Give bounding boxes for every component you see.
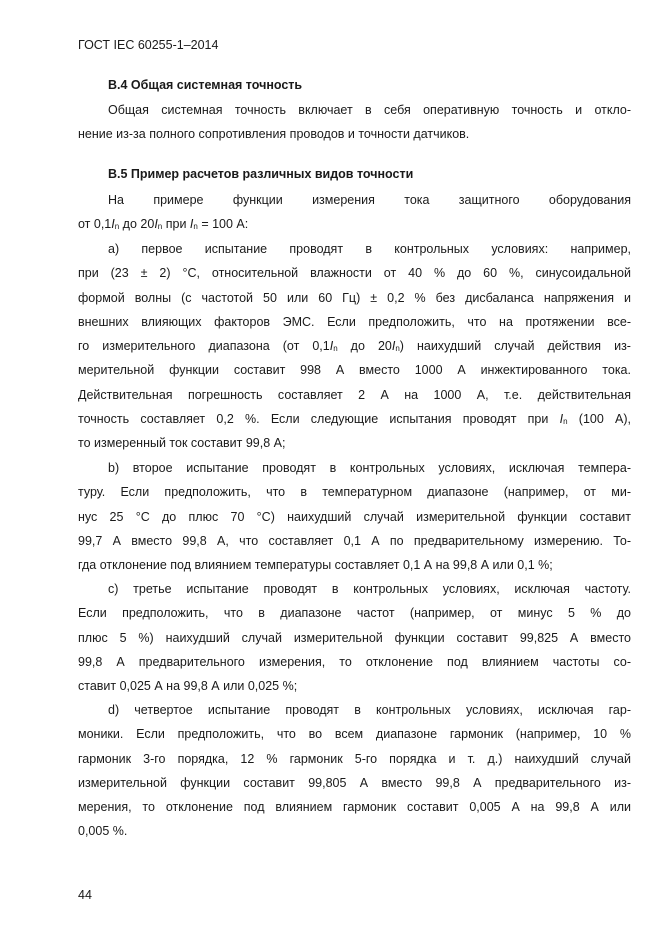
text-line: 99,7 А вместо 99,8 А, что составляет 0,1 А по предварительному измерению. То-	[78, 533, 631, 548]
text-line: формой волны (с частотой 50 или 60 Гц) ± 0,2 % без дисбаланса напряжения и	[78, 290, 631, 305]
text-line: при (23 ± 2) °С, относительной влажности от 40 % до 60 %, синусоидальной	[78, 266, 631, 281]
text-line: 99,8 А предварительного измерения, то отклонение под влиянием частоты со-	[78, 654, 631, 669]
item-d-paragraph	[78, 698, 631, 844]
text-line: туру. Если предположить, что в температурном диапазоне (например, от ми-	[78, 485, 631, 500]
section-b4-text	[78, 98, 631, 147]
text-line: На примере функции измерения тока защитного оборудования	[108, 193, 631, 207]
text-line: нус 25 °С до плюс 70 °С) наихудший случай измерительной функции составит	[78, 509, 631, 524]
text-line: мерительной функции составит 998 А вместо 1000 А инжектированного тока.	[78, 363, 631, 378]
text-line: а) первое испытание проводят в контрольных условиях: например,	[108, 242, 631, 256]
text-line: Действительная погрешность составляет 2 А на 1000 А, т.е. действительная	[78, 387, 631, 402]
text-line: мерения, то отклонение под влиянием гармоник составит 0,005 А на 99,8 А или	[78, 800, 631, 815]
page-number: 44	[78, 888, 92, 902]
text-line: нение из-за полного сопротивления проводов и точности датчиков.	[78, 127, 470, 142]
item-c-paragraph	[78, 577, 631, 698]
text-line: Общая системная точность включает в себя оперативную точность и откло-	[108, 103, 631, 117]
text-line: моники. Если предположить, что во всем диапазоне гармоник (например, 10 %	[78, 727, 631, 742]
text-line: 0,005 %.	[78, 824, 128, 839]
section-b5-intro	[78, 188, 631, 237]
text-line: точность составляет 0,2 %. Если следующие испытания проводят при $I_n$ (100 А),	[78, 412, 632, 427]
text-line: го измерительного диапазона (от $0,1I_n$ до $20I_n$) наихудший случай действия из-	[78, 339, 631, 354]
text-line: d) четвертое испытание проводят в контрольных условиях, исключая гар-	[108, 703, 631, 717]
text-line: c) третье испытание проводят в контрольных условиях, исключая частоту.	[108, 582, 631, 596]
text-line: плюс 5 %) наихудший случай измерительной функции составит 99,825 А вместо	[78, 630, 631, 645]
text-line: b) второе испытание проводят в контрольных условиях, исключая темпера-	[108, 461, 631, 475]
text-line: то измеренный ток составит 99,8 А;	[78, 436, 286, 451]
item-a-paragraph	[78, 237, 631, 456]
text-line: ставит 0,025 А на 99,8 А или 0,025 %;	[78, 679, 298, 694]
section-b5-title: B.5 Пример расчетов различных видов точности	[108, 167, 414, 181]
text-line: гармоник 3-го порядка, 12 % гармоник 5-го порядка и т. д.) наихудший случай	[78, 751, 631, 766]
section-b4-title: B.4 Общая системная точность	[108, 78, 303, 92]
text-line: внешних влияющих факторов ЭМС. Если предположить, что на протяжении все-	[78, 314, 631, 329]
item-b-paragraph	[78, 456, 631, 577]
text-line: гда отклонение под влиянием температуры составляет 0,1 А на 99,8 А или 0,1 %;	[78, 558, 553, 573]
text-line: Если предположить, что в диапазоне частот (например, от минус 5 % до	[78, 606, 631, 621]
standard-header: ГОСТ IEC 60255-1–2014	[78, 38, 219, 52]
text-line: от $0,1I_n$ до $20I_n$ при $I_n = 100$ А:	[78, 217, 249, 232]
text-line: измерительной функции составит 99,805 А вместо 99,8 А предварительного из-	[78, 775, 631, 790]
